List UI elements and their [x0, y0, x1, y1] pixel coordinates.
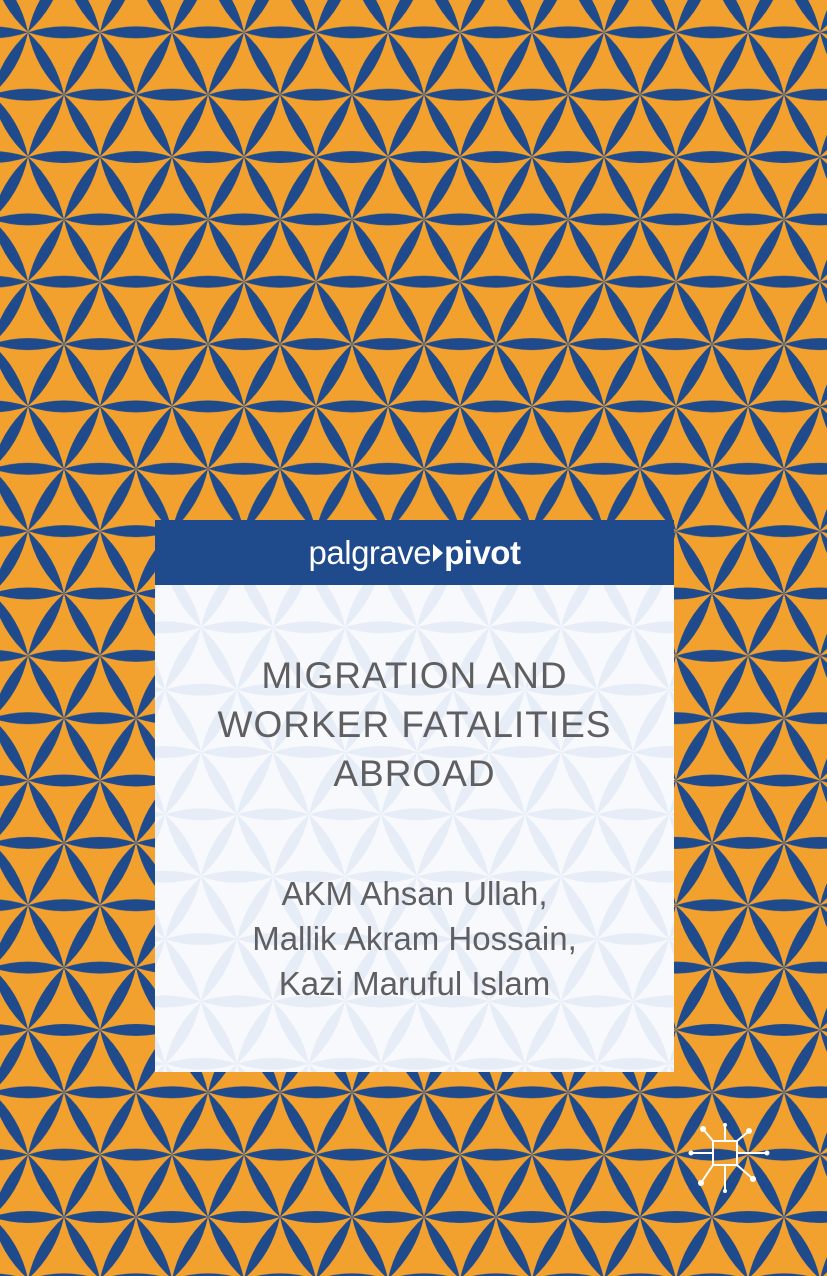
title-line: ABROAD	[333, 753, 496, 794]
publisher-logo	[155, 520, 674, 585]
title-panel	[155, 520, 674, 1072]
book-authors	[155, 871, 674, 1006]
title-line: WORKER FATALITIES	[217, 704, 612, 745]
palgrave-star-icon	[683, 1123, 773, 1193]
publisher-bar	[155, 520, 674, 585]
publisher-name-part-a: palgrave	[308, 533, 432, 571]
title-box	[155, 585, 674, 1072]
title-line: MIGRATION AND	[261, 655, 568, 696]
author-line: Kazi Maruful Islam	[278, 965, 551, 1002]
author-line: AKM Ahsan Ullah,	[281, 875, 548, 912]
publisher-arrow-icon	[433, 544, 443, 562]
publisher-name-part-b: pivot	[444, 533, 521, 571]
book-title	[155, 651, 674, 798]
author-line: Mallik Akram Hossain,	[252, 920, 577, 957]
